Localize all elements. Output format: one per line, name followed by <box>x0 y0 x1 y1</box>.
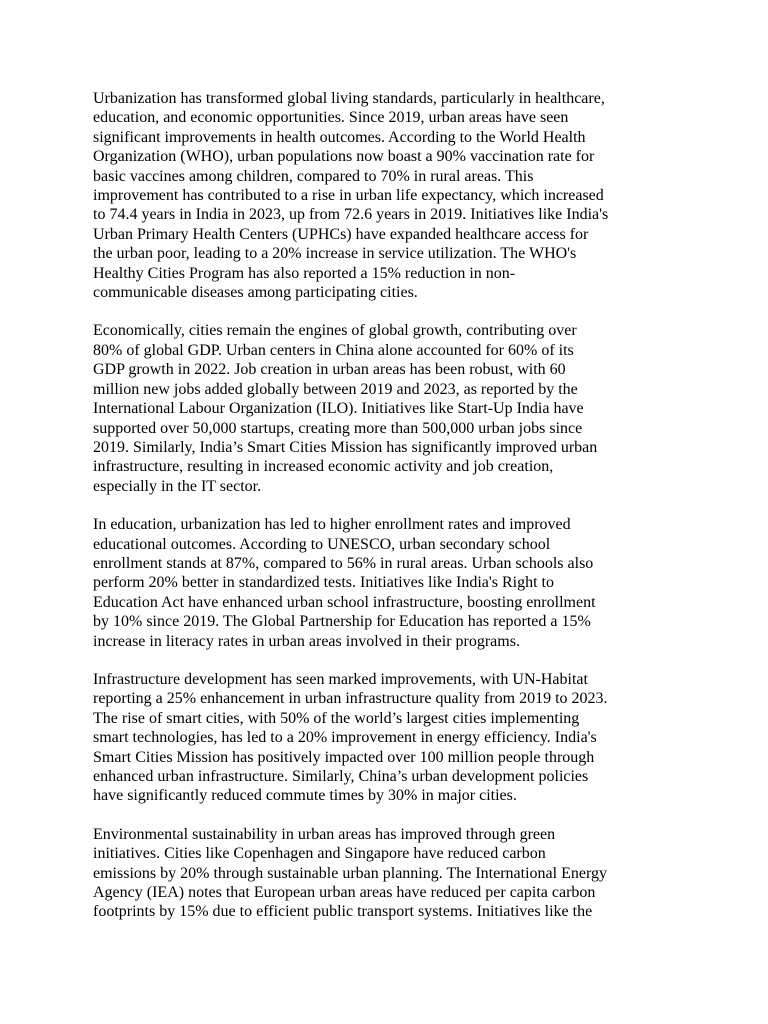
text-line: especially in the IT sector. <box>93 477 262 495</box>
text-line: enhanced urban infrastructure. Similarly, China’s urban development policies <box>93 768 589 785</box>
text-line: Education Act have enhanced urban school infrastructure, boosting enrollment <box>93 593 596 611</box>
text-line: Healthy Cities Program has also reported a 15% reduction in non- <box>93 264 516 282</box>
text-line: Environmental sustainability in urban areas has improved through green <box>93 825 556 843</box>
text-line: Urbanization has transformed global living standards, particularly in healthcare, <box>93 90 605 107</box>
text-line: million new jobs added globally between 2019 and 2023, as reported by the <box>93 380 578 398</box>
text-line: education, and economic opportunities. Since 2019, urban areas have seen <box>93 109 569 127</box>
text-line: enrollment stands at 87%, compared to 56% in rural areas. Urban schools also <box>93 554 594 572</box>
text-line: Smart Cities Mission has positively impacted over 100 million people through <box>93 748 595 766</box>
text-line: reporting a 25% enhancement in urban infrastructure quality from 2019 to 2023. <box>93 690 608 708</box>
text-line: infrastructure, resulting in increased economic activity and job creation, <box>93 458 554 476</box>
paragraph-economy <box>93 321 683 496</box>
text-line: supported over 50,000 startups, creating more than 500,000 urban jobs since <box>93 419 583 437</box>
text-line: Infrastructure development has seen marked improvements, with UN-Habitat <box>93 670 588 688</box>
text-line: initiatives. Cities like Copenhagen and Singapore have reduced carbon <box>93 845 546 863</box>
text-line: Agency (IEA) notes that European urban areas have reduced per capita carbon <box>93 884 596 902</box>
text-line: 80% of global GDP. Urban centers in China alone accounted for 60% of its <box>93 341 574 359</box>
text-line: the urban poor, leading to a 20% increase in service utilization. The WHO's <box>93 245 577 263</box>
document-body <box>93 89 683 941</box>
text-line: basic vaccines among children, compared to 70% in rural areas. This <box>93 167 534 185</box>
text-line: Economically, cities remain the engines of global growth, contributing over <box>93 322 577 340</box>
paragraph-infrastructure <box>93 670 683 806</box>
paragraph-environment <box>93 825 683 922</box>
text-line: The rise of smart cities, with 50% of the world’s largest cities implementing <box>93 709 580 727</box>
text-line: to 74.4 years in India in 2023, up from 72.6 years in 2019. Initiatives like India's <box>93 206 609 224</box>
text-line: 2019. Similarly, India’s Smart Cities Mission has significantly improved urban <box>93 438 598 456</box>
paragraph-health <box>93 89 683 302</box>
text-line: emissions by 20% through sustainable urban planning. The International Energy <box>93 864 607 882</box>
text-line: communicable diseases among participating cities. <box>93 284 418 302</box>
text-line: perform 20% better in standardized tests. Initiatives like India's Right to <box>93 574 554 592</box>
text-line: increase in literacy rates in urban areas involved in their programs. <box>93 632 520 650</box>
text-line: GDP growth in 2022. Job creation in urban areas has been robust, with 60 <box>93 361 566 379</box>
text-line: have significantly reduced commute times by 30% in major cities. <box>93 787 517 805</box>
text-line: footprints by 15% due to efficient public transport systems. Initiatives like the <box>93 903 593 921</box>
text-line: smart technologies, has led to a 20% improvement in energy efficiency. India's <box>93 729 597 747</box>
text-line: Organization (WHO), urban populations now boast a 90% vaccination rate for <box>93 148 595 166</box>
text-line: International Labour Organization (ILO). Initiatives like Start-Up India have <box>93 400 584 418</box>
text-line: improvement has contributed to a rise in urban life expectancy, which increased <box>93 187 604 205</box>
text-line: Urban Primary Health Centers (UPHCs) have expanded healthcare access for <box>93 225 589 243</box>
text-line: educational outcomes. According to UNESCO, urban secondary school <box>93 535 551 553</box>
text-line: In education, urbanization has led to higher enrollment rates and improved <box>93 516 571 534</box>
paragraph-education <box>93 515 683 651</box>
text-line: by 10% since 2019. The Global Partnership for Education has reported a 15% <box>93 613 591 631</box>
text-line: significant improvements in health outcomes. According to the World Health <box>93 128 586 146</box>
